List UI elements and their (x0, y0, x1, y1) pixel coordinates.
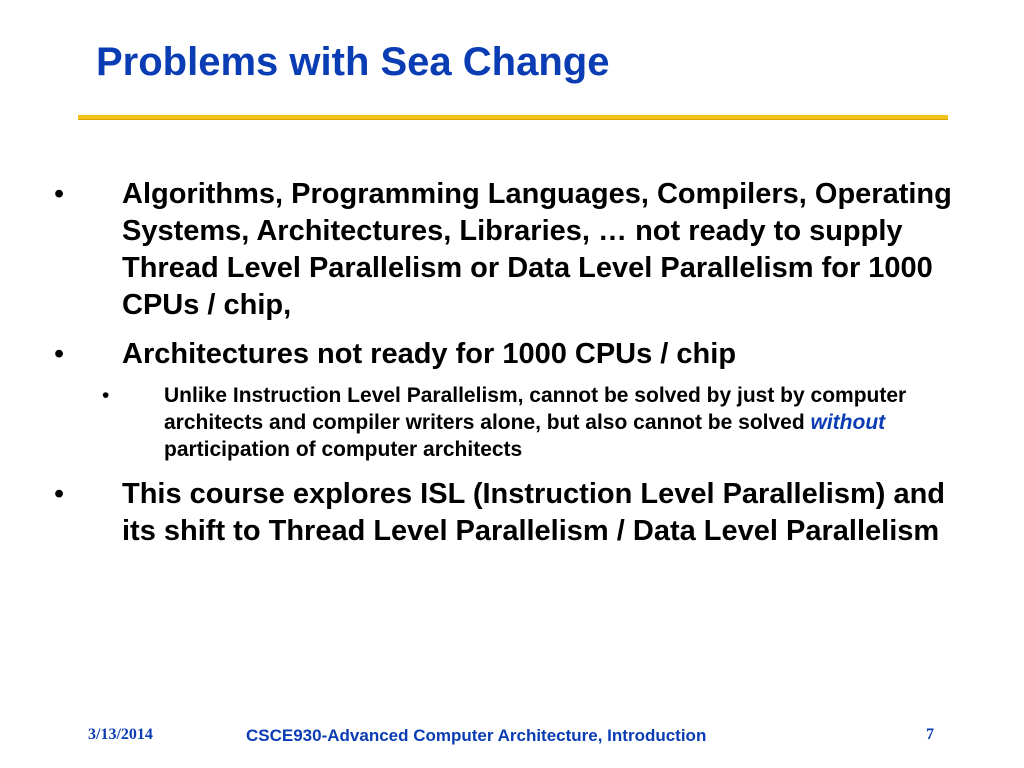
sub-bullet-text-before: Unlike Instruction Level Parallelism, cannot be solved by just by computer architects and compiler writers alone, but also cannot be solved (164, 384, 907, 434)
emphasis-without: without (810, 411, 886, 434)
footer-course-title: CSCE930-Advanced Computer Architecture, Introduction (246, 726, 707, 745)
bullet-text: Algorithms, Programming Languages, Compilers, Operating Systems, Architectures, Libraries, … not ready to supply Thread Level Parallelism or Data Level Parallelism for 1000 CPUs / chip, (122, 178, 952, 321)
footer-date: 3/13/2014 (88, 726, 153, 743)
bullet-text: This course explores ISL (Instruction Level Parallelism) and its shift to Thread Level Parallelism / Data Level Parallelism (122, 478, 946, 547)
bullet-marker: • (54, 338, 65, 370)
bullet-marker: • (54, 178, 65, 210)
slide-title: Problems with Sea Change (96, 40, 610, 84)
sub-bullet-text (164, 382, 954, 463)
bullet-text: Architectures not ready for 1000 CPUs / chip (122, 338, 737, 370)
sub-bullet-text-after: participation of computer architects (164, 438, 523, 461)
bullet-marker: • (54, 478, 65, 510)
sub-bullet-marker: • (102, 384, 110, 407)
footer-page-number: 7 (926, 726, 934, 743)
